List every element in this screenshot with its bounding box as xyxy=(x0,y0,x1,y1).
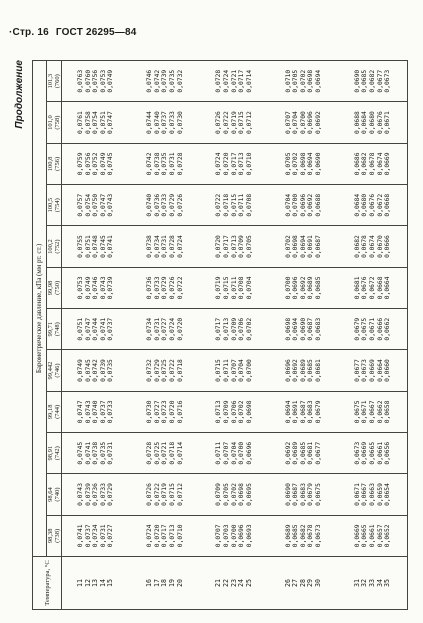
pressure-column-header xyxy=(47,515,62,556)
temperature-header: Температура, °С xyxy=(33,557,62,610)
pressure-kpa: 99,71 xyxy=(47,321,54,337)
coefficient-values: 0,0669 0,0665 0,0661 0,0657 0,0652 xyxy=(338,515,407,556)
table-row-group xyxy=(338,61,407,610)
temperature-values: 26 27 28 29 30 xyxy=(269,557,338,610)
coefficient-values: 0,0673 0,0669 0,0665 0,0661 0,0656 xyxy=(338,433,407,474)
rotated-table-area xyxy=(14,60,408,610)
coefficient-values: 0,0728 0,0725 0,0721 0,0718 0,0714 xyxy=(131,433,200,474)
pressure-column-header xyxy=(47,350,62,391)
pressure-mmhg: (746) xyxy=(54,363,61,378)
coefficient-values: 0,0726 0,0722 0,0719 0,0715 0,0712 xyxy=(200,102,269,143)
coefficient-values: 0,0724 0,0720 0,0717 0,0713 0,0710 xyxy=(200,143,269,184)
pressure-group-header: Барометрическое давление, кПа (мм рт. ст.) xyxy=(33,61,47,557)
temperature-values: 16 17 18 19 20 xyxy=(131,557,200,610)
coefficient-values: 0,0713 0,0709 0,0706 0,0702 0,0698 xyxy=(200,391,269,432)
coefficient-values: 0,0734 0,0731 0,0727 0,0724 0,0720 xyxy=(131,309,200,350)
coefficient-values: 0,0690 0,0685 0,0682 0,0677 0,0673 xyxy=(338,61,407,102)
coefficient-values: 0,0710 0,0705 0,0702 0,0698 0,0694 xyxy=(269,61,338,102)
coefficient-values: 0,0717 0,0713 0,0709 0,0706 0,0702 xyxy=(200,309,269,350)
coefficient-values: 0,0705 0,0702 0,0698 0,0694 0,0690 xyxy=(269,143,338,184)
coefficient-values: 0,0761 0,0758 0,0754 0,0751 0,0747 xyxy=(62,102,131,143)
coefficient-values: 0,0689 0,0685 0,0682 0,0678 0,0673 xyxy=(269,515,338,556)
coefficient-values: 0,0753 0,0749 0,0746 0,0743 0,0739 xyxy=(62,267,131,308)
coefficient-values: 0,0719 0,0715 0,0711 0,0708 0,0704 xyxy=(200,267,269,308)
rotated-content xyxy=(14,60,408,610)
coefficient-values: 0,0682 0,0678 0,0674 0,0670 0,0666 xyxy=(338,226,407,267)
coefficient-values: 0,0736 0,0733 0,0729 0,0726 0,0722 xyxy=(131,267,200,308)
coefficient-values: 0,0704 0,0700 0,0696 0,0692 0,0688 xyxy=(269,185,338,226)
pressure-kpa: 101,0 xyxy=(47,115,54,130)
pressure-column-header xyxy=(47,185,62,226)
pressure-mmhg: (740) xyxy=(54,487,61,502)
coefficient-values: 0,0686 0,0682 0,0678 0,0674 0,0669 xyxy=(338,143,407,184)
coefficient-values: 0,0675 0,0671 0,0667 0,0662 0,0658 xyxy=(338,391,407,432)
page-number: ·Стр. 16 xyxy=(9,27,49,38)
coefficient-values: 0,0707 0,0703 0,0700 0,0696 0,0693 xyxy=(200,515,269,556)
pressure-mmhg: (760) xyxy=(54,74,61,89)
pressure-kpa: 99,98 xyxy=(47,280,54,296)
coefficient-values: 0,0757 0,0754 0,0750 0,0747 0,0743 xyxy=(62,185,131,226)
coefficient-values: 0,0742 0,0738 0,0735 0,0731 0,0728 xyxy=(131,143,200,184)
coefficient-values: 0,0720 0,0717 0,0713 0,0709 0,0705 xyxy=(200,226,269,267)
table-row-group xyxy=(62,61,131,610)
pressure-kpa: 100,5 xyxy=(47,197,54,213)
standard-code: ГОСТ 26295—84 xyxy=(55,27,137,38)
coefficient-values: 0,0694 0,0691 0,0687 0,0683 0,0679 xyxy=(269,391,338,432)
coefficient-values: 0,0749 0,0745 0,0742 0,0739 0,0735 xyxy=(62,350,131,391)
pressure-column-header xyxy=(47,102,62,143)
pressure-column-header xyxy=(47,267,62,308)
page-header xyxy=(9,27,141,38)
temperature-values: 11 12 13 14 15 xyxy=(62,557,131,610)
coefficient-values: 0,0671 0,0667 0,0663 0,0659 0,0654 xyxy=(338,474,407,515)
coefficient-values: 0,0763 0,0760 0,0756 0,0753 0,0749 xyxy=(62,61,131,102)
coefficient-values: 0,0711 0,0707 0,0704 0,0700 0,0696 xyxy=(200,433,269,474)
pressure-kpa: 99,18 xyxy=(47,404,54,420)
pressure-kpa: 98,38 xyxy=(47,528,54,544)
pressure-mmhg: (758) xyxy=(54,115,61,130)
table-row-group xyxy=(131,61,200,610)
pressure-mmhg: (752) xyxy=(54,239,61,254)
pressure-mmhg: (744) xyxy=(54,404,61,419)
coefficient-values: 0,0696 0,0692 0,0689 0,0685 0,0681 xyxy=(269,350,338,391)
coefficient-values: 0,0724 0,0720 0,0717 0,0713 0,0710 xyxy=(131,515,200,556)
coefficient-values: 0,0688 0,0684 0,0680 0,0676 0,0671 xyxy=(338,102,407,143)
coefficient-values: 0,0692 0,0689 0,0685 0,0681 0,0677 xyxy=(269,433,338,474)
coefficient-values: 0,0709 0,0705 0,0702 0,0698 0,0695 xyxy=(200,474,269,515)
coefficient-values: 0,0715 0,0711 0,0707 0,0704 0,0700 xyxy=(200,350,269,391)
table-body xyxy=(62,61,408,610)
temperature-values: 31 32 33 34 35 xyxy=(338,557,407,610)
pressure-mmhg: (756) xyxy=(54,156,61,171)
coefficient-values: 0,0759 0,0756 0,0752 0,0749 0,0745 xyxy=(62,143,131,184)
pressure-column-header xyxy=(47,309,62,350)
coefficient-values: 0,0722 0,0718 0,0715 0,0711 0,0708 xyxy=(200,185,269,226)
table-row-group xyxy=(269,61,338,610)
coefficient-values: 0,0741 0,0737 0,0734 0,0731 0,0727 xyxy=(62,515,131,556)
coefficient-values: 0,0679 0,0675 0,0671 0,0666 0,0662 xyxy=(338,309,407,350)
continuation-label: Продолжение xyxy=(14,60,25,129)
pressure-mmhg: (742) xyxy=(54,446,61,461)
pressure-mmhg: (750) xyxy=(54,280,61,295)
coefficient-values: 0,0698 0,0694 0,0690 0,0687 0,0683 xyxy=(269,309,338,350)
pressure-column-header xyxy=(47,391,62,432)
coefficient-values: 0,0755 0,0751 0,0748 0,0745 0,0741 xyxy=(62,226,131,267)
pressure-kpa: 101,3 xyxy=(47,73,54,89)
pressure-kpa: 100,2 xyxy=(47,239,54,254)
pressure-kpa: 98,91 xyxy=(47,445,54,461)
column-header-row xyxy=(47,61,62,610)
pressure-column-header xyxy=(47,226,62,267)
pressure-kpa: 99,442 xyxy=(47,361,54,380)
pressure-kpa: 100,8 xyxy=(47,156,54,172)
table-header-row xyxy=(33,61,47,610)
coefficient-values: 0,0743 0,0739 0,0736 0,0733 0,0729 xyxy=(62,474,131,515)
coefficient-values: 0,0726 0,0722 0,0719 0,0715 0,0712 xyxy=(131,474,200,515)
pressure-mmhg: (748) xyxy=(54,322,61,337)
coefficient-values: 0,0684 0,0680 0,0676 0,0672 0,0668 xyxy=(338,185,407,226)
coefficient-values: 0,0700 0,0696 0,0692 0,0689 0,0685 xyxy=(269,267,338,308)
coefficient-values: 0,0740 0,0736 0,0733 0,0729 0,0726 xyxy=(131,185,200,226)
pressure-column-header xyxy=(47,474,62,515)
coefficient-values: 0,0732 0,0729 0,0725 0,0722 0,0718 xyxy=(131,350,200,391)
coefficient-values: 0,0751 0,0747 0,0744 0,0741 0,0737 xyxy=(62,309,131,350)
coefficient-values: 0,0730 0,0727 0,0723 0,0720 0,0716 xyxy=(131,391,200,432)
coefficient-values: 0,0728 0,0724 0,0721 0,0717 0,0714 xyxy=(200,61,269,102)
coefficient-values: 0,0747 0,0743 0,0740 0,0737 0,0733 xyxy=(62,391,131,432)
table-row-group xyxy=(200,61,269,610)
pressure-mmhg: (738) xyxy=(54,528,61,543)
coefficient-values: 0,0744 0,0740 0,0737 0,0733 0,0730 xyxy=(131,102,200,143)
pressure-mmhg: (754) xyxy=(54,198,61,213)
pressure-column-header xyxy=(47,143,62,184)
pressure-coefficient-table xyxy=(32,60,408,610)
coefficient-values: 0,0707 0,0704 0,0700 0,0696 0,0692 xyxy=(269,102,338,143)
temperature-values: 21 22 23 24 25 xyxy=(200,557,269,610)
coefficient-values: 0,0702 0,0698 0,0694 0,0691 0,0687 xyxy=(269,226,338,267)
coefficient-values: 0,0746 0,0742 0,0739 0,0735 0,0732 xyxy=(131,61,200,102)
pressure-kpa: 98,64 xyxy=(47,487,54,502)
coefficient-values: 0,0690 0,0687 0,0683 0,0679 0,0675 xyxy=(269,474,338,515)
coefficient-values: 0,0681 0,0676 0,0672 0,0668 0,0664 xyxy=(338,267,407,308)
pressure-column-header xyxy=(47,433,62,474)
pressure-column-header xyxy=(47,61,62,102)
coefficient-values: 0,0738 0,0734 0,0731 0,0728 0,0724 xyxy=(131,226,200,267)
coefficient-values: 0,0677 0,0673 0,0669 0,0664 0,0660 xyxy=(338,350,407,391)
coefficient-values: 0,0745 0,0741 0,0738 0,0735 0,0731 xyxy=(62,433,131,474)
